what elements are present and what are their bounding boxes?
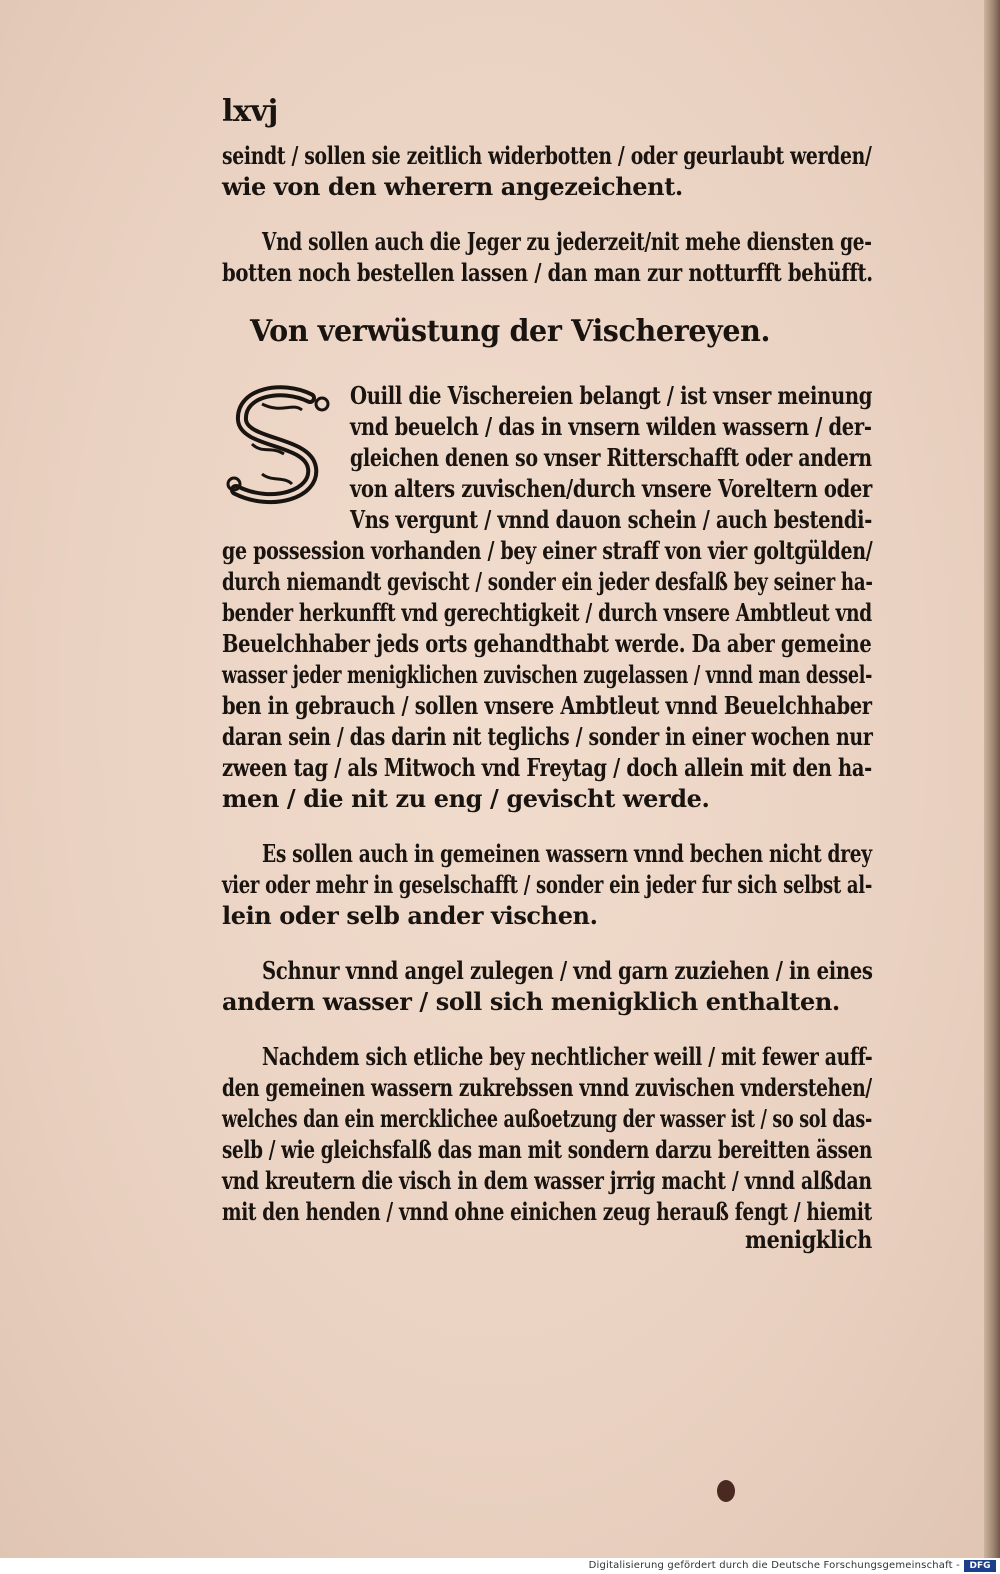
text-line: selb / wie gleichsfalß das man mit sondern darzu bereitten ässen (222, 1135, 873, 1164)
text-line: wasser jeder menigklichen zuvischen zugelassen / vnnd man dessel- (222, 660, 873, 689)
text-line: den gemeinen wassern zukrebssen vnnd zuvischen vnderstehen/ (222, 1073, 872, 1102)
text-line: gleichen denen so vnser Ritterschafft oder andern (350, 443, 872, 472)
text-line: Ouill die Vischereien belangt / ist vnser meinung (350, 381, 873, 410)
text-line: mit den henden / vnnd ohne einichen zeug herauß fengt / hiemit (222, 1197, 872, 1226)
text-line: bender herkunfft vnd gerechtigkeit / durch vnsere Ambtleut vnd (222, 598, 872, 627)
text-line: daran sein / das darin nit teglichs / sonder in einer wochen nur (222, 722, 873, 751)
initial-letter-text: S (282, 394, 283, 395)
text-line: wie von den wherern angezeichent. (222, 172, 683, 201)
text-line: zween tag / als Mitwoch vnd Freytag / doch allein mit den ha- (222, 753, 872, 782)
text-line: Es sollen auch in gemeinen wassern vnnd bechen nicht drey (262, 839, 872, 868)
text-line: Schnur vnnd angel zulegen / vnd garn zuziehen / in eines (262, 956, 873, 985)
ink-spot (717, 1480, 735, 1502)
text-line: men / die nit zu eng / gevischt werde. (222, 784, 710, 813)
text-line: Vns vergunt / vnnd dauon schein / auch bestendi- (350, 505, 872, 534)
text-line: von alters zuvischen/durch vnsere Voreltern oder (350, 474, 872, 503)
text-line: vnd beuelch / das in vnsern wilden wassern / der- (350, 412, 872, 441)
decorated-initial-letter (222, 384, 342, 508)
catchword: menigklich (745, 1225, 872, 1254)
text-line: lein oder selb ander vischen. (222, 901, 598, 930)
text-line: seindt / sollen sie zeitlich widerbotten / oder geurlaubt werden/ (222, 141, 872, 170)
text-line: Beuelchhaber jeds orts gehandthabt werde. Da aber gemeine (222, 629, 872, 658)
text-line: Nachdem sich etliche bey nechtlicher weill / mit fewer auff- (262, 1042, 873, 1071)
text-line: Vnd sollen auch die Jeger zu jederzeit/nit mehe diensten ge- (262, 227, 872, 256)
dfg-logo[interactable]: DFG (964, 1560, 996, 1572)
section-heading: Von verwüstung der Vischereyen. (250, 314, 771, 349)
text-line: vnd kreutern die visch in dem wasser jrrig macht / vnnd alßdan (222, 1166, 872, 1195)
text-line: vier oder mehr in geselschafft / sonder ein jeder fur sich selbst al- (222, 870, 873, 899)
folio-number: lxvj (222, 94, 278, 129)
text-line: botten noch bestellen lassen / dan man zur notturfft behüfft. (222, 258, 873, 287)
footer-credit: Digitalisierung gefördert durch die Deutsche Forschungsgemeinschaft - (588, 1560, 960, 1571)
text-line: durch niemandt gevischt / sonder ein jeder desfalß bey seiner ha- (222, 567, 873, 596)
text-line: welches dan ein mercklichee außoetzung der wasser ist / so sol das- (222, 1104, 873, 1133)
text-line: ben in gebrauch / sollen vnsere Ambtleut vnnd Beuelchhaber (222, 691, 872, 720)
text-line: andern wasser / soll sich menigklich enthalten. (222, 987, 840, 1016)
text-line: ge possession vorhanden / bey einer straff von vier goltgülden/ (222, 536, 873, 565)
